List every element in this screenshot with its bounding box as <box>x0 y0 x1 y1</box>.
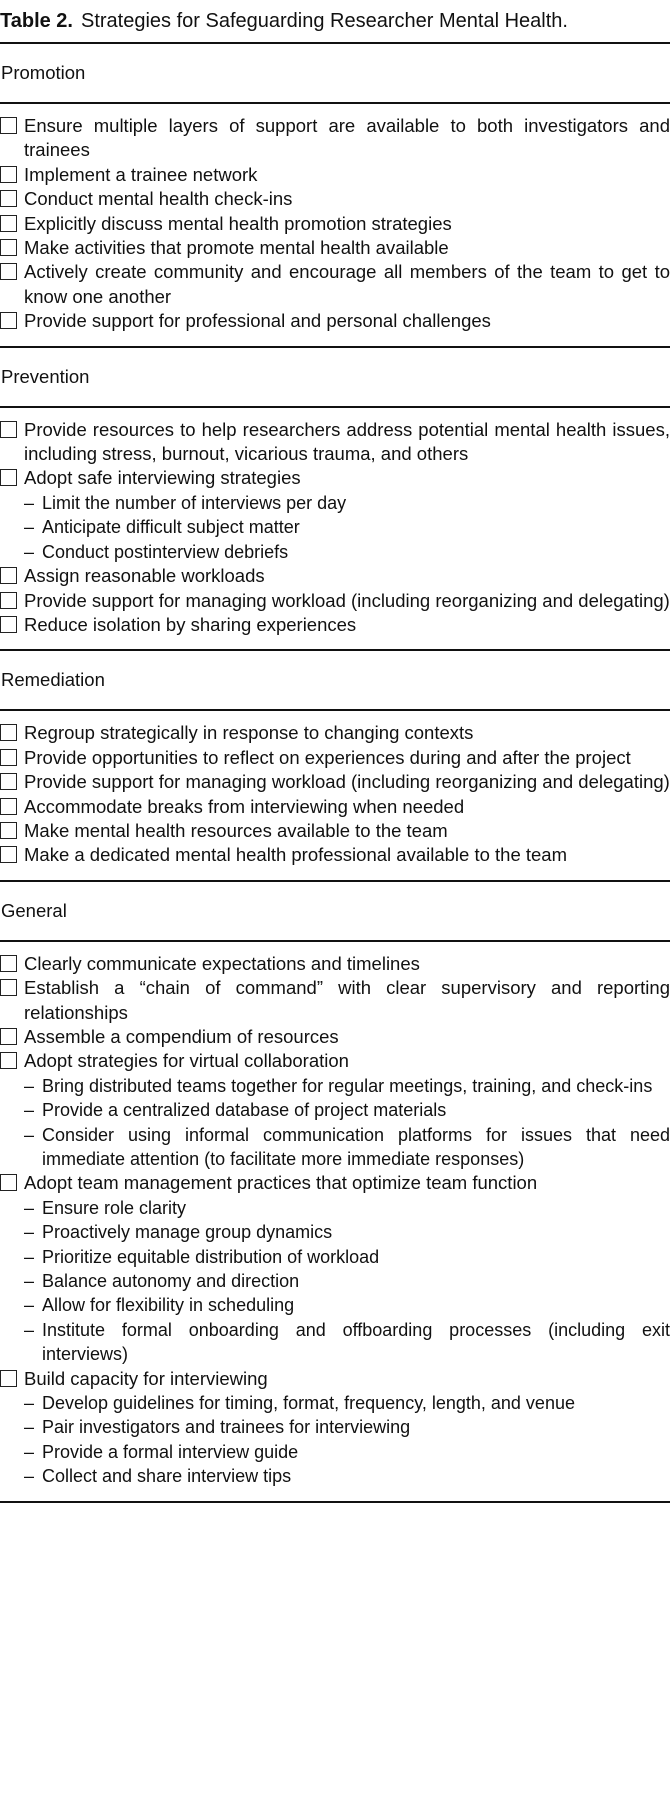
strategy-item <box>0 418 670 467</box>
strategy-item <box>0 589 670 613</box>
checkbox-icon <box>0 592 17 609</box>
checkbox-icon <box>0 846 17 863</box>
sub-strategy-text: Institute formal onboarding and offboarding processes (including exit interviews) <box>42 1319 670 1365</box>
section-body <box>0 942 670 1501</box>
sub-strategy-item <box>0 1318 670 1367</box>
strategy-item <box>0 236 670 260</box>
dash-icon: – <box>24 1393 35 1414</box>
dash-icon: – <box>24 1295 35 1316</box>
strategy-item <box>0 114 670 163</box>
strategy-text: Assign reasonable workloads <box>24 565 265 587</box>
dash-icon: – <box>24 1075 35 1096</box>
sub-strategy-item <box>0 1074 670 1098</box>
checkbox-icon <box>0 1052 17 1069</box>
section-body <box>0 711 670 879</box>
checkbox-icon <box>0 166 17 183</box>
dash-icon: – <box>24 517 35 538</box>
dash-icon: – <box>24 1246 35 1267</box>
strategy-item <box>0 795 670 819</box>
strategy-text: Provide resources to help researchers address potential mental health issues, including stress, burnout, vicarious trauma, and others <box>24 418 670 465</box>
checkbox-icon <box>0 955 17 972</box>
sub-strategy-item <box>0 1293 670 1317</box>
sub-strategy-text: Develop guidelines for timing, format, frequency, length, and venue <box>42 1393 575 1414</box>
strategy-item <box>0 466 670 490</box>
strategy-text: Build capacity for interviewing <box>24 1367 268 1389</box>
dash-icon: – <box>24 492 35 513</box>
sub-strategy-text: Prioritize equitable distribution of workload <box>42 1246 380 1267</box>
dash-icon: – <box>24 1417 35 1438</box>
sub-strategy-item <box>0 1391 670 1415</box>
checkbox-icon <box>0 798 17 815</box>
strategy-text: Provide support for managing workload (including reorganizing and delegating) <box>24 589 670 611</box>
strategy-text: Reduce isolation by sharing experiences <box>24 613 357 635</box>
checkbox-icon <box>0 312 17 329</box>
dash-icon: – <box>24 1100 35 1121</box>
section-heading: Prevention <box>1 365 90 387</box>
dash-icon: – <box>24 1222 35 1243</box>
strategy-text: Make mental health resources available to the team <box>24 819 448 841</box>
strategy-text: Establish a “chain of command” with clear supervisory and reporting relationships <box>24 977 670 1023</box>
table-title: Strategies for Safeguarding Researcher Mental Health. <box>81 10 568 32</box>
sub-strategy-text: Allow for flexibility in scheduling <box>42 1295 295 1316</box>
table-label: Table 2. <box>0 10 73 32</box>
checkbox-icon <box>0 469 17 486</box>
strategy-item <box>0 1049 670 1073</box>
sub-strategy-item <box>0 1220 670 1244</box>
strategy-text: Make a dedicated mental health professional available to the team <box>24 844 568 866</box>
strategy-item <box>0 163 670 187</box>
checkbox-icon <box>0 616 17 633</box>
sub-strategy-item <box>0 515 670 539</box>
sub-strategy-item <box>0 491 670 515</box>
strategy-text: Clearly communicate expectations and timelines <box>24 952 420 974</box>
strategy-text: Make activities that promote mental health available <box>24 237 449 259</box>
strategy-item <box>0 770 670 794</box>
sub-strategy-item <box>0 1123 670 1172</box>
dash-icon: – <box>24 1271 35 1292</box>
sub-strategy-text: Collect and share interview tips <box>42 1466 292 1487</box>
checkbox-icon <box>0 239 17 256</box>
strategy-text: Explicitly discuss mental health promotion strategies <box>24 212 452 234</box>
sub-strategy-item <box>0 1415 670 1439</box>
strategy-text: Actively create community and encourage all members of the team to get to know one another <box>24 261 670 307</box>
strategy-item <box>0 309 670 333</box>
table-bottom-rule <box>0 1501 670 1503</box>
strategy-text: Adopt strategies for virtual collaboration <box>24 1050 349 1072</box>
strategy-text: Regroup strategically in response to changing contexts <box>24 722 474 744</box>
strategy-item <box>0 1025 670 1049</box>
sub-strategy-text: Pair investigators and trainees for interviewing <box>42 1417 411 1438</box>
sub-strategy-text: Balance autonomy and direction <box>42 1271 300 1292</box>
sub-strategy-item <box>0 1440 670 1464</box>
checkbox-icon <box>0 749 17 766</box>
sub-strategy-text: Provide a formal interview guide <box>42 1441 299 1462</box>
checkbox-icon <box>0 773 17 790</box>
sub-strategy-item <box>0 1196 670 1220</box>
strategy-item <box>0 1367 670 1391</box>
strategy-text: Adopt team management practices that optimize team function <box>24 1172 538 1194</box>
sub-strategy-text: Provide a centralized database of project materials <box>42 1100 447 1121</box>
strategy-item <box>0 843 670 867</box>
sub-strategy-text: Consider using informal communication platforms for issues that need immediate attention (to facilitate more immediate responses) <box>42 1124 670 1169</box>
dash-icon: – <box>24 1319 35 1340</box>
strategy-text: Accommodate breaks from interviewing when needed <box>24 795 465 817</box>
sub-strategy-item <box>0 540 670 564</box>
sub-strategy-item <box>0 1269 670 1293</box>
checkbox-icon <box>0 190 17 207</box>
strategy-item <box>0 613 670 637</box>
checkbox-icon <box>0 1370 17 1387</box>
strategy-text: Assemble a compendium of resources <box>24 1025 339 1047</box>
strategies-table <box>0 42 670 1503</box>
checkbox-icon <box>0 263 17 280</box>
sub-strategy-item <box>0 1464 670 1488</box>
strategy-text: Adopt safe interviewing strategies <box>24 467 301 489</box>
strategy-text: Provide opportunities to reflect on experiences during and after the project <box>24 746 631 768</box>
dash-icon: – <box>24 541 35 562</box>
strategy-item <box>0 952 670 976</box>
strategy-item <box>0 976 670 1025</box>
strategy-text: Ensure multiple layers of support are available to both investigators and trainees <box>24 115 670 161</box>
strategy-text: Conduct mental health check-ins <box>24 188 293 210</box>
section-heading: Promotion <box>1 62 86 83</box>
sub-strategy-text: Ensure role clarity <box>42 1197 187 1218</box>
sub-strategy-item <box>0 1245 670 1269</box>
strategy-item <box>0 212 670 236</box>
dash-icon: – <box>24 1197 35 1218</box>
dash-icon: – <box>24 1466 35 1487</box>
strategy-item <box>0 564 670 588</box>
checkbox-icon <box>0 1028 17 1045</box>
strategy-item <box>0 1171 670 1195</box>
checkbox-icon <box>0 822 17 839</box>
table-caption <box>0 0 670 42</box>
sub-strategy-item <box>0 1098 670 1122</box>
section-heading: General <box>1 899 67 921</box>
strategy-text: Provide support for managing workload (including reorganizing and delegating) <box>24 771 670 793</box>
checkbox-icon <box>0 979 17 996</box>
strategy-text: Implement a trainee network <box>24 163 258 185</box>
checkbox-icon <box>0 215 17 232</box>
section-heading: Remediation <box>1 669 105 691</box>
section-body <box>0 408 670 650</box>
dash-icon: – <box>24 1441 35 1462</box>
sub-strategy-text: Anticipate difficult subject matter <box>42 517 300 538</box>
strategy-item <box>0 721 670 745</box>
checkbox-icon <box>0 117 17 134</box>
strategy-text: Provide support for professional and personal challenges <box>24 310 491 332</box>
strategy-item <box>0 746 670 770</box>
strategy-item <box>0 187 670 211</box>
sub-strategy-text: Bring distributed teams together for regular meetings, training, and check-ins <box>42 1075 653 1096</box>
checkbox-icon <box>0 567 17 584</box>
checkbox-icon <box>0 724 17 741</box>
dash-icon: – <box>24 1124 35 1145</box>
section-body <box>0 104 670 346</box>
checkbox-icon <box>0 1174 17 1191</box>
strategy-item <box>0 260 670 309</box>
sub-strategy-text: Proactively manage group dynamics <box>42 1222 333 1243</box>
checkbox-icon <box>0 421 17 438</box>
strategy-item <box>0 819 670 843</box>
sub-strategy-text: Limit the number of interviews per day <box>42 492 347 513</box>
sub-strategy-text: Conduct postinterview debriefs <box>42 541 289 562</box>
